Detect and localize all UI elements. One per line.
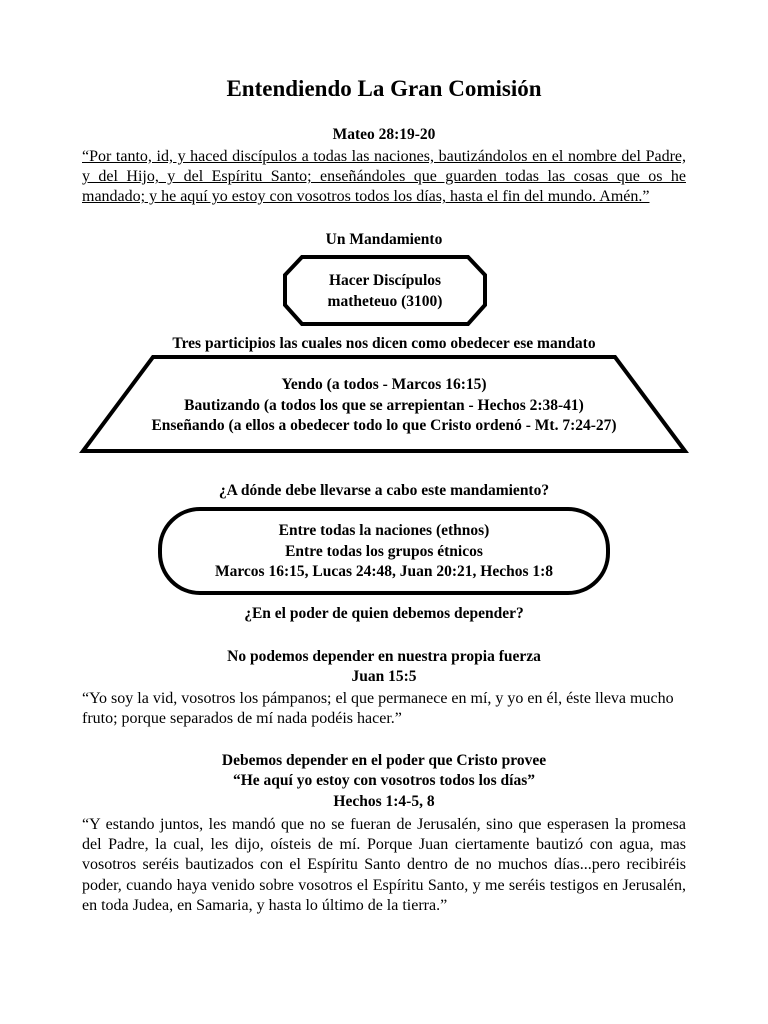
reference-juan: Juan 15:5: [351, 668, 417, 685]
donde-line1: Entre todas la naciones (ethnos): [278, 522, 490, 539]
heading-participios: Tres participios las cuales nos dicen como obedecer ese mandato: [172, 335, 596, 352]
heading-poder: ¿En el poder de quien debemos depender?: [244, 605, 524, 622]
subheading-poder-cristo: Debemos depender en el poder que Cristo provee: [221, 752, 547, 769]
quote-hechos: “Y estando juntos, les mandó que no se fueran de Jerusalén, sino que esperasen la promesa del Padre, la cual, les dijo, oísteis de mí. Porque Juan ciertamente bautizó con agua, mas vosotros seréis bautizados con el Espíritu Santo dentro de no muchos días...pero recibiréis poder, cuando haya venido sobre vosotros el Espíritu Santo, y me seréis testigos en Jerusalén, en toda Judea, en Samaria, y hasta lo último de la tierra.”: [82, 816, 686, 914]
donde-box: [156, 521, 612, 583]
mandamiento-line1: Hacer Discípulos: [328, 272, 442, 289]
reference-hechos: Hechos 1:4-5, 8: [333, 793, 435, 810]
page-title: Entendiendo La Gran Comisión: [226, 76, 542, 101]
mandamiento-line2: matheteuo (3100): [327, 292, 443, 310]
participio-yendo: Yendo (a todos - Marcos 16:15): [281, 376, 487, 393]
subheading-quote: “He aquí yo estoy con vosotros todos los días”: [233, 772, 535, 789]
quote-juan: “Yo soy la vid, vosotros los pámpanos; el que permanece en mí, y yo en él, éste lleva mucho fruto; porque separados de mí nada podéis hacer.”: [82, 690, 674, 728]
mandamiento-box: [280, 271, 490, 312]
donde-references: Marcos 16:15, Lucas 24:48, Juan 20:21, Hechos 1:8: [214, 563, 554, 580]
donde-line2: Entre todas los grupos étnicos: [285, 542, 483, 560]
reference-mateo: Mateo 28:19-20: [332, 126, 436, 143]
participios-box: [78, 375, 690, 437]
subheading-propia-fuerza: No podemos depender en nuestra propia fuerza: [227, 648, 541, 665]
heading-mandamiento: Un Mandamiento: [325, 231, 443, 248]
participio-ensenando: Enseñando (a ellos a obedecer todo lo que Cristo ordenó - Mt. 7:24-27): [151, 417, 617, 434]
quote-mateo: “Por tanto, id, y haced discípulos a todas las naciones, bautizándolos en el nombre del Padre, y del Hijo, y del Espíritu Santo; enseñándoles que guarden todas las cosas que os he mandado; y he aquí yo estoy con vosotros todos los días, hasta el fin del mundo. Amén.”: [82, 148, 686, 206]
participio-bautizando: Bautizando (a todos los que se arrepientan - Hechos 2:38-41): [184, 396, 584, 414]
heading-donde: ¿A dónde debe llevarse a cabo este mandamiento?: [218, 482, 550, 499]
